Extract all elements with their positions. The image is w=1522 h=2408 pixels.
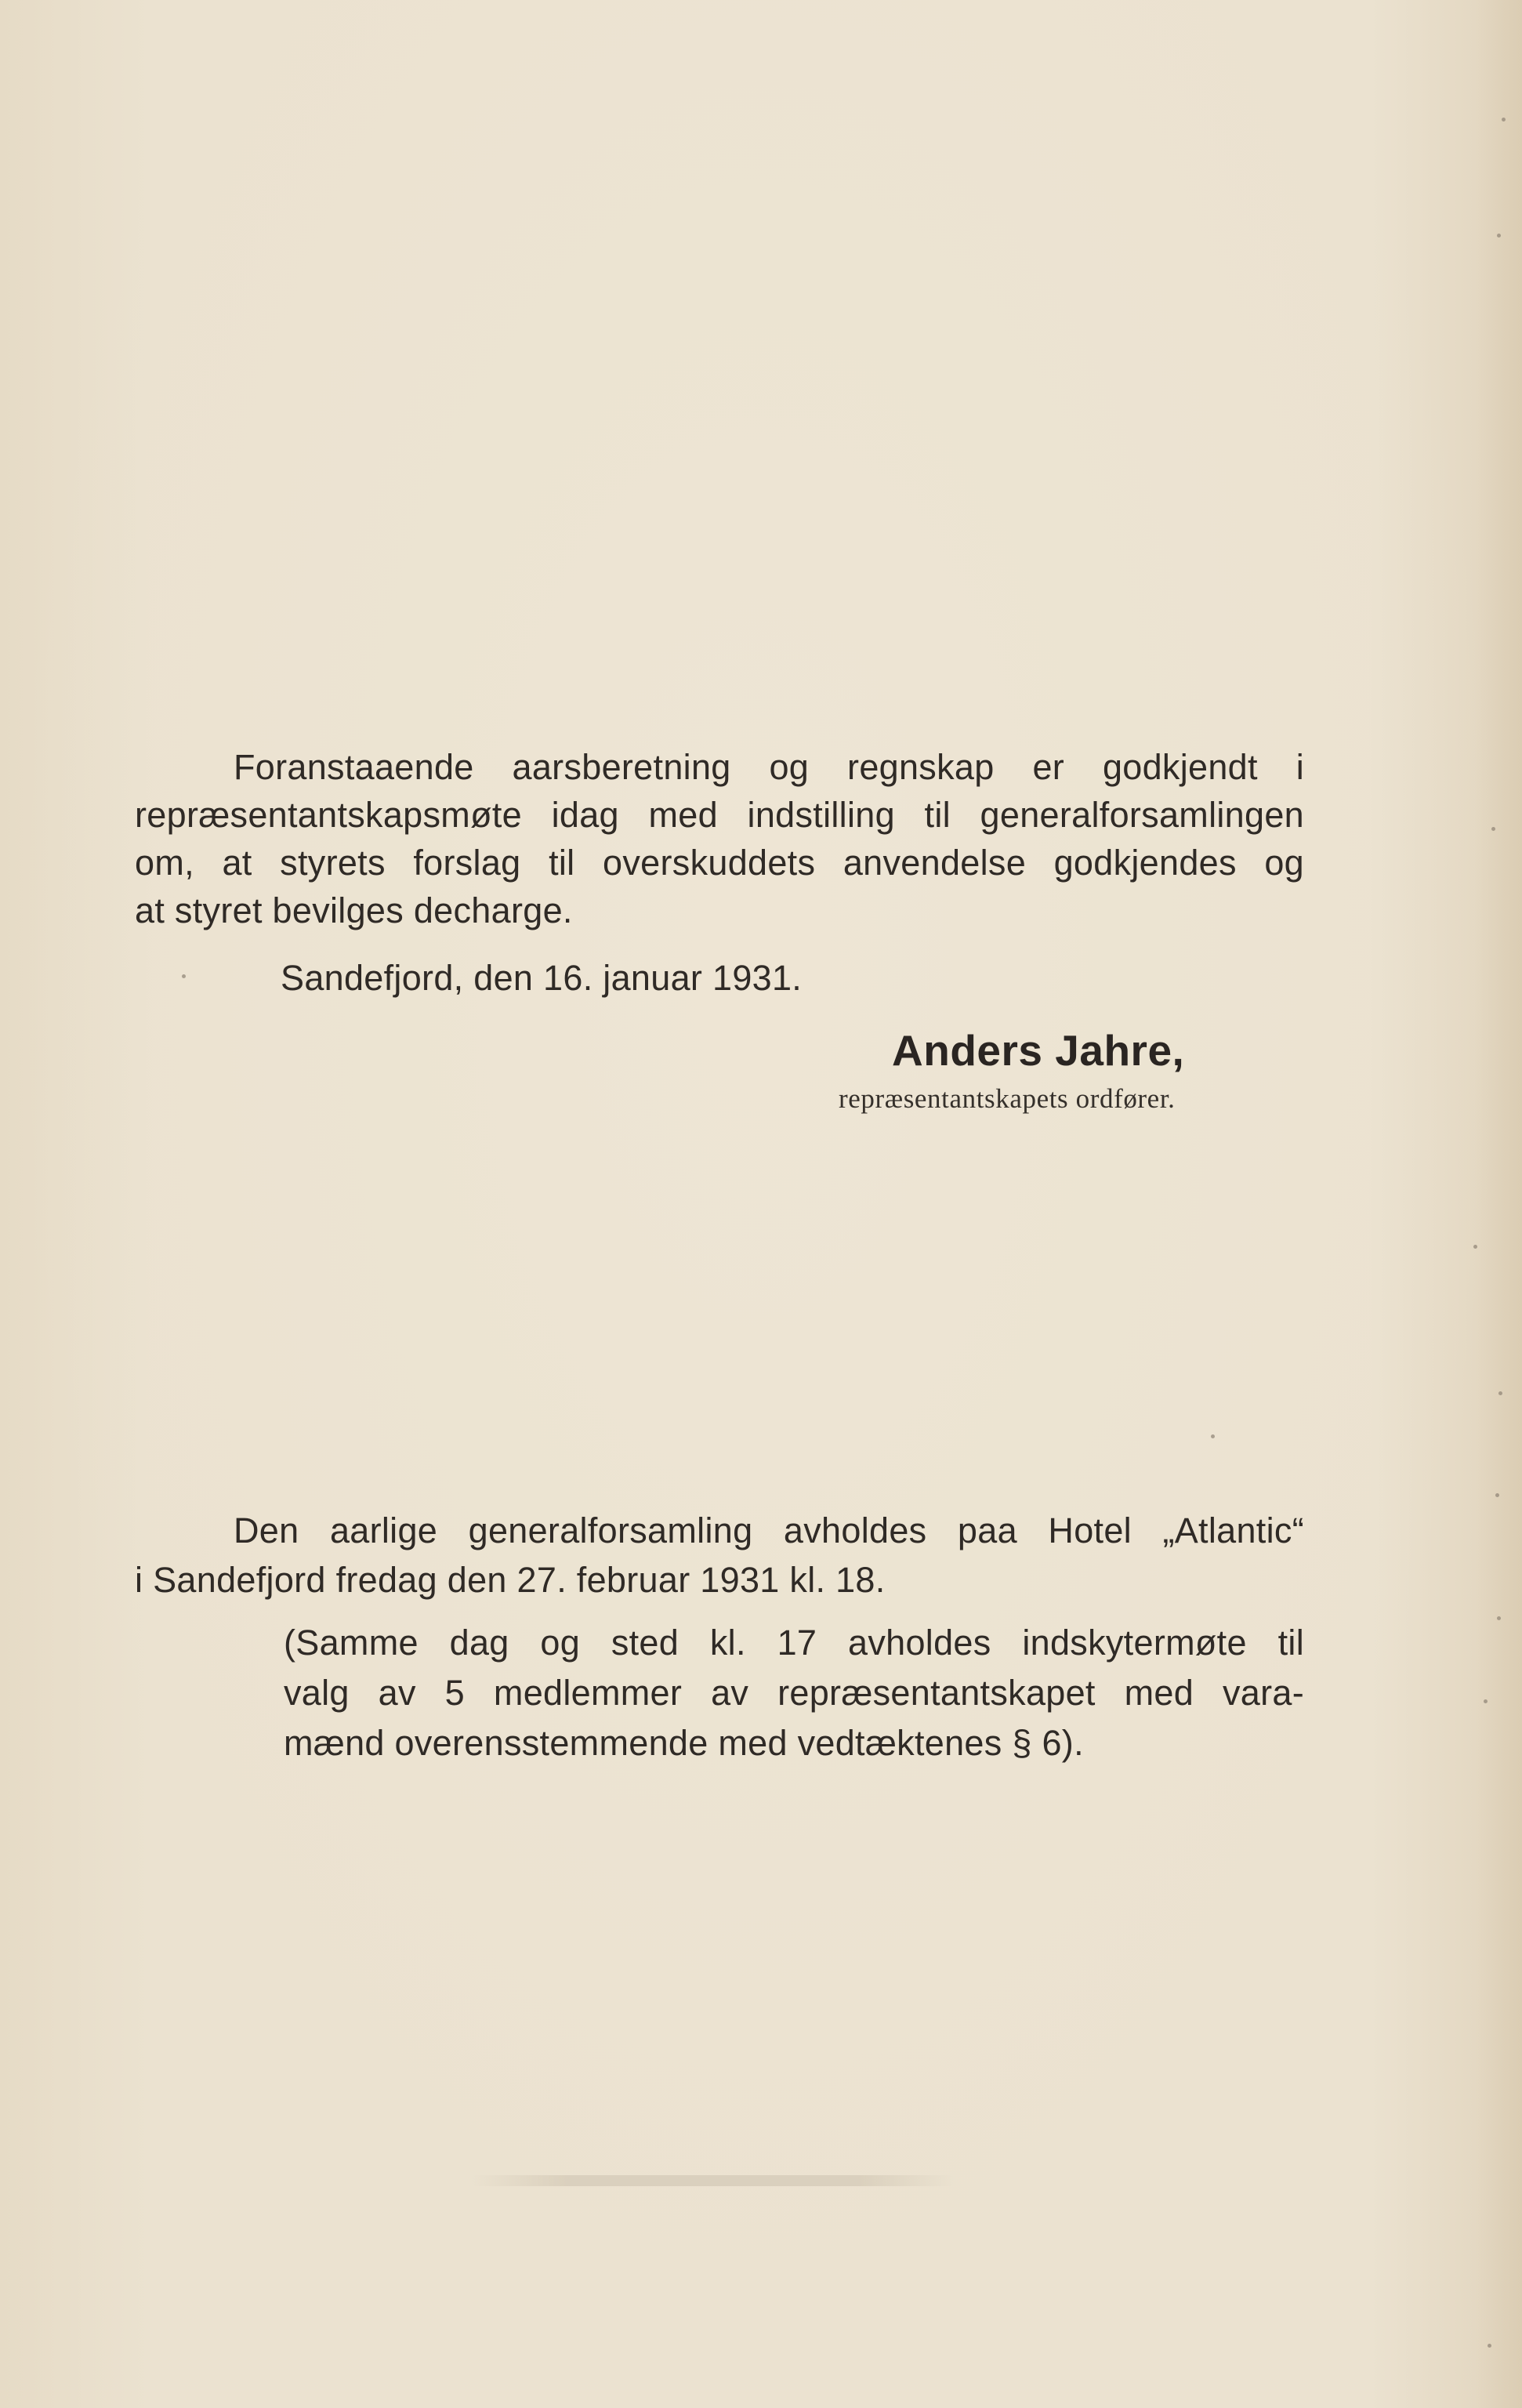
meeting-line-1: Den aarlige generalforsamling avholdes paa Hotel „Atlantic“ <box>234 1510 1304 1550</box>
faint-bleed-through <box>470 2175 956 2186</box>
approval-line-3: om, at styrets forslag til overskuddets anvendelse godkjendes og <box>135 843 1304 883</box>
paper-speck <box>1497 234 1501 238</box>
note-line-1: (Samme dag og sted kl. 17 avholdes indskytermøte til <box>284 1623 1304 1663</box>
approval-line-1: Foranstaaende aarsberetning og regnskap er godkjendt i <box>234 747 1304 787</box>
paper-speck <box>1484 1699 1488 1703</box>
approval-line-2: repræsentantskapsmøte idag med indstilling til generalforsamlingen <box>135 795 1304 835</box>
signer-title: repræsentantskapets ordfører. <box>839 1083 1176 1114</box>
meeting-line-2: i Sandefjord fredag den 27. februar 1931 kl. 18. <box>135 1560 886 1600</box>
paper-speck <box>182 974 186 978</box>
note-paragraph <box>284 1618 1304 1768</box>
paper-speck <box>1488 2344 1491 2348</box>
paper-speck <box>1497 1616 1501 1620</box>
paper-speck <box>1211 1434 1215 1438</box>
paper-speck <box>1498 1391 1502 1395</box>
signer-name: Anders Jahre, <box>892 1026 1185 1075</box>
note-line-2: valg av 5 medlemmer av repræsentantskapet med vara- <box>284 1673 1304 1713</box>
paper-speck <box>1491 827 1495 831</box>
place-and-date: Sandefjord, den 16. januar 1931. <box>281 958 803 998</box>
paper-speck <box>1495 1493 1499 1497</box>
paper-speck <box>1473 1245 1477 1249</box>
approval-paragraph <box>135 743 1304 934</box>
meeting-paragraph <box>135 1506 1304 1605</box>
paper-speck <box>1502 118 1506 121</box>
note-line-3: mænd overensstemmende med vedtæktenes § 6). <box>284 1723 1084 1763</box>
approval-line-4: at styret bevilges decharge. <box>135 890 573 930</box>
page-edge-shadow <box>1475 0 1522 2408</box>
